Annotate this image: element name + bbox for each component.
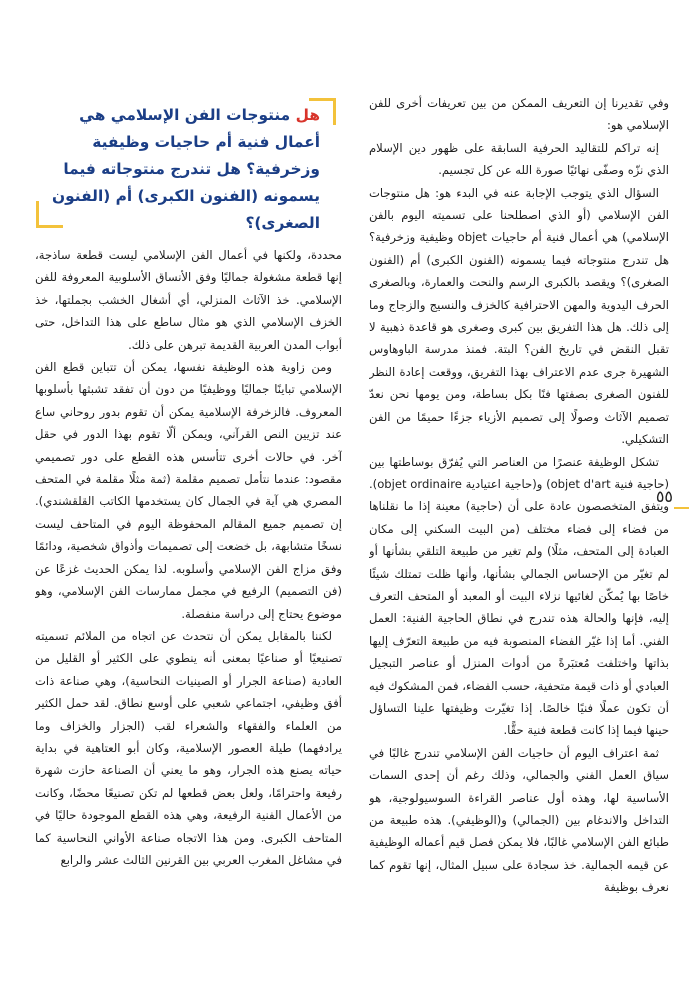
paragraph: تشكل الوظيفة عنصرًا من العناصر التي يُفرّق بوساطتها بين (حاجية فنية objet d'art) و(حاجية اعتيادية objet ordinaire). ويتفق المتخصصون عادة على أن (حاجية) معينة إذا ما نقلناها من فضاء إلى فضاء مختلف (من البيت السكني إلى مكان العبادة إلى المتحف، مثلًا) ولم تغير من طبيعة التلقي بشأنها أو لم تغيّر من الإحساس الجمالي بشأنها، وأنها ظلت تمتلك شيئًا خاصًا بها يُمكّن لغائيها نزلاء البيت أو المعبد أو المتحف التعرف إليه، فإنها والحالة هذه تندرج في نطاق الحاجية الفنية: العمل الفني. أما إذا غيّر الفضاء المنصوبة فيه من طبيعة التعرّف إليها بذاتها واختلفت مُعتبَرةً من أدوات المنزل أو عناصر التبجيل العبادي أو ذات قيمة متحفية، حسب الفضاء، فمن المشكوك فيه أن تكون عملًا فنيًا خالصًا. إذا تغيّرت وظيفتها علينا التساؤل حينها فيما إذا كانت قطعة فنية حقًّا. (369, 454, 669, 738)
left-text-column (35, 244, 342, 944)
paragraph: ومن زاوية هذه الوظيفة نفسها، يمكن أن تتباين قطع الفن الإسلامي تباينًا جماليًا ووظيفيًا من دون أن تفقد تشبثها بأسلوبها المعروف. فالزخرفة الإسلامية يمكن أن تقوم بدور روحاني ساع عند تزيين النص القرآني، ويمكن ألّا تقوم بهذا الدور في حقل آخر. في حالات أخرى تتأسس هذه القطع على دور تصميمي مقصود: عندما نتأمل تصميم مقلمة (ثمة مثلًا مقلمة في المتحف المصري هي آية في الجمال كان يستخدمها الكاتب القلقشندي). إن تصميم جميع المقالم المحفوظة اليوم في المتاحف ليست نسخًا متشابهة، بل خضعت إلى تصميمات وأذواق شخصية، ودائمًا وفق مزاج الفن الإسلامي وأسلوبه. لذا يمكن الحديث غزعًا عن (فن التصميم) الرفيع في مجمل ممارسات الفن الإسلامي، وهو موضوع يحتاج إلى دراسة منفصلة. (35, 360, 342, 621)
right-text-column (369, 92, 669, 937)
pull-quote-mark: هل (295, 106, 320, 124)
pull-quote-text: منتوجات الفن الإسلامي هي أعمال فنية أم حاجيات وظيفية وزخرفية؟ هل تندرج منتوجاته فيما يسمونه (الفنون الكبرى) أم (الفنون الصغرى)؟ (52, 106, 320, 232)
paragraph: لكننا بالمقابل يمكن أن نتحدث عن اتجاه من الملائم تسميته تصنيعيًا أو صناعيًا بمعنى أنه ينطوي على الكثير أو القليل من العادية (صناعة الجرار أو الصينيات النحاسية)، وهي صناعة ذات أفق وظيفي، اجتماعي شعبي على أوسع نطاق. لقد حمل الكثير من العلماء والفقهاء والشعراء لقب (الجزار والخزاف وما يرادفهما) طيلة العصور الإسلامية، وكان أبو العتاهية في بداية حياته يصنع هذه الجرار، وهو ما يعني أن الصناعة حازت شهرة رفيعة واحترامًا، ولعل بعض قطعها لم تكن تصنيعًا محضًا، وكانت من الأعمال الفنية الرفيعة، وهي هذه القطع الموجودة حاليًا في المتاحف الكبرى. ومن هذا الاتجاه صناعة الأواني النحاسية كما في مشاغل المغرب العربي بين القرنين الثالث عشر والرابع (35, 628, 342, 867)
paragraph: ثمة اعتراف اليوم أن حاجيات الفن الإسلامي تندرج غالبًا في سياق العمل الفني والجمالي، وذلك رغم أن إحدى السمات الأساسية لها، وهذه أول عناصر القراءة السوسيولوجية، هو التداخل والاندغام بين (الجمالي) و(الوظيفي). هذه طبيعة من طبائع الفن الإسلامي غالبًا، فلا يمكن فصل قيم أعماله الوظيفية عن قيمه الجمالية. خذ سجادة على سبيل المثال، إنها تقوم كما نعرف بوظيفة (369, 745, 669, 895)
paragraph: السؤال الذي يتوجب الإجابة عنه في البدء هو: هل منتوجات الفن الإسلامي (أو الذي اصطلحنا على تسميته اليوم بالفن الإسلامي) هي أعمال فنية أم حاجيات objet وظيفية وزخرفية؟ هل تندرج منتوجاته فيما يسمونه (الفنون الكبرى) أم (الفنون الصغرى)؟ ويقصد بالكبرى الرسم والنحت والعمارة، وبالصغرى الحرف اليدوية والمهن الاحترافية كالخزف والنسيج والزجاج وما إلى ذلك. هل هذا التفريق بين كبرى وصغرى هو قاعدة ذهبية لا تقبل النقض في تاريخ الفن؟ البتة. فمنذ مدرسة الباوهاوس الشهيرة جرى عدم الاعتراف بهذا التفريق، ووقعت إعادة النظر للفنون الصغرى بصفتها فنًا بكل بساطة، ومن يومها نحن نعدّ تصميم الآثاث وصولًا إلى تصميم الأزياء جزءًا حميمًا من الفن التشكيلي. (369, 185, 669, 447)
page-number-rule (674, 507, 689, 509)
paragraph: محددة، ولكنها في أعمال الفن الإسلامي ليست قطعة ساذجة، إنها قطعة مشغولة جماليًا وفق الأنساق الأسلوبية المعروفة للفن الإسلامي. خذ الآثاث المنزلي، أي أشغال الخشب بجملتها، خذ الخزف الإسلامي الذي هو مثال ساطع على هذا التداخل، حتى أبواب المدن العربية القديمة تبرهن على ذلك. (35, 248, 342, 352)
paragraph: وفي تقديرنا إن التعريف الممكن من بين تعريفات أخرى للفن الإسلامي هو: (369, 96, 669, 133)
paragraph: إنه تراكم للتقاليد الحرفية السابقة على ظهور دين الإسلام الذي نزّه وصفّى نهائيًا صورة الله عن كل تجسيم. (369, 140, 669, 178)
pull-quote-text-block (48, 102, 320, 237)
pull-quote (36, 98, 336, 232)
page-number: ٥٥ (655, 487, 673, 506)
